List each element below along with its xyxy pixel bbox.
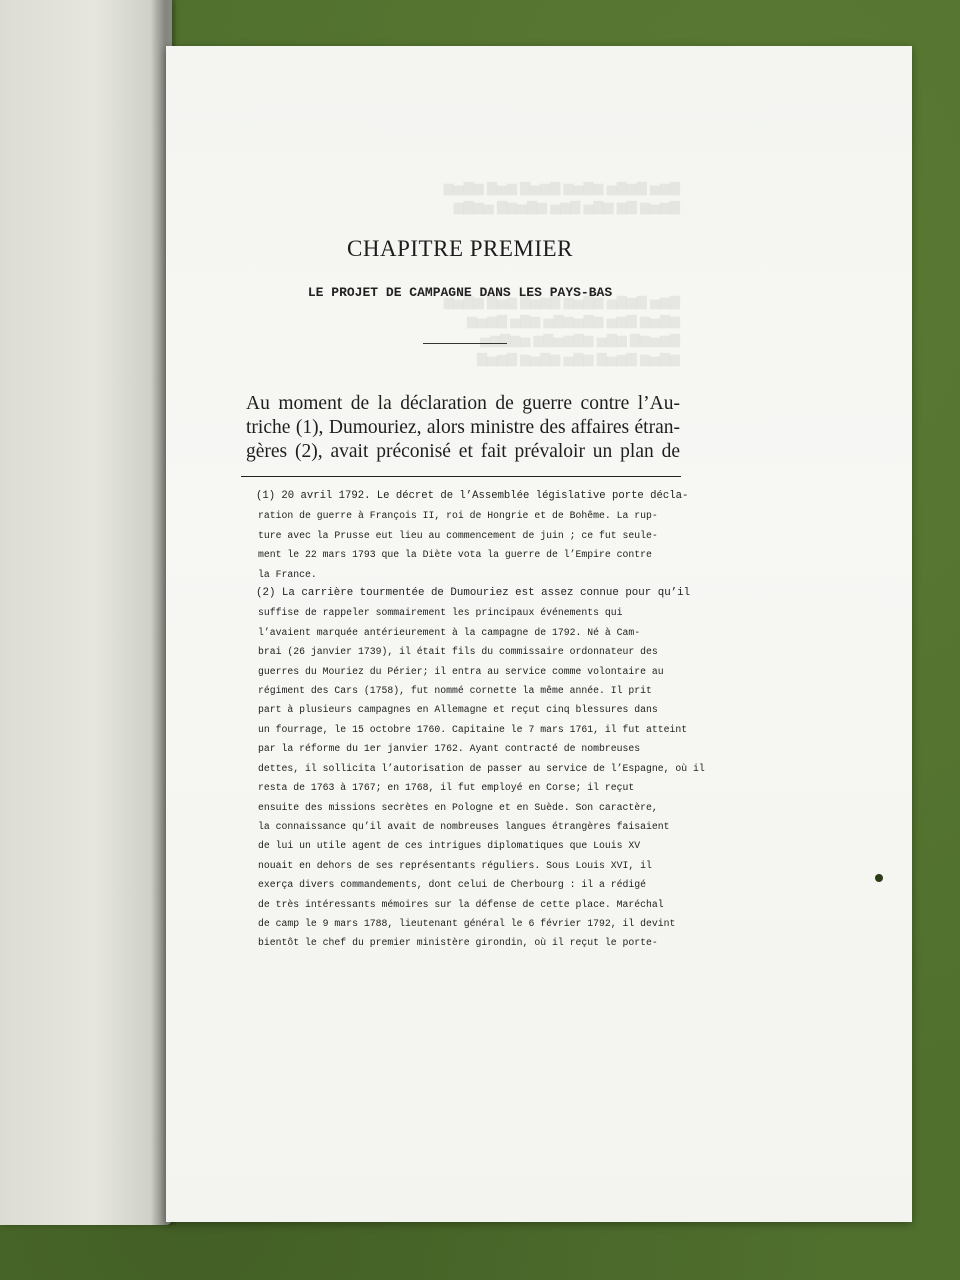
chapter-heading: CHAPITRE PREMIER [347,236,573,261]
footnote-line: part à plusieurs campagnes en Allemagne et reçut cinq blessures dans [258,704,658,716]
footnote-line: la France. [258,568,317,580]
footnote-line: (2) La carrière tourmentée de Dumouriez est assez connue pour qu’il [256,587,691,600]
ornament-rule [423,343,507,344]
footnote-line: un fourrage, le 15 octobre 1760. Capitaine le 7 mars 1761, il fut atteint [258,723,688,735]
footnote-line: (1) 20 avril 1792. Le décret de l’Assemblée législative porte décla- [256,490,689,502]
body-line: triche (1), Dumouriez, alors ministre des affaires étran- [246,417,680,438]
footnote-line: ensuite des missions secrètes en Pologne et en Suède. Son caractère, [258,801,658,813]
footnote-1 [242,487,689,584]
body-line: gères (2), avait préconisé et fait prévaloir un plan de [246,441,680,462]
show-through-text: ▇▆▅ ▇▆▇▅ ▆▇▅▆ ▇▆▅▇ ▆▅▇ ▆▇▅▆ ▇▆▅▆ ▇▆ ▆▇▅ ▇▆▅ ▆▇▅▆▇ ▅▆▇▆ ▇▆▅ ▇▆▇▅ ▆▇▅▆ ▇▆▅▇ ▆▅▇ ▆▇▅▆ ▆▇▅▆ ▇▆▅ ▆▇▅▆▇▅ ▆▇▅ ▇▆▅▆ ▇▆▅▆▇ ▆▇▅ ▆▇▆▅▇▆ ▅▆▇▆▅ ▆▇▅▆ ▇▆▅▇ ▆▇▅ ▆▇▅▆ ▇▆▅▇ [443,180,680,366]
body-paragraph [246,392,680,464]
footnote-line: resta de 1763 à 1767; en 1768, il fut employé en Corse; il reçut [258,782,635,794]
footnote-line: nouait en dehors de ses représentants réguliers. Sous Louis XVI, il [258,859,652,871]
footnote-line: suffise de rappeler sommairement les principaux événements qui [258,607,623,619]
footnote-line: par la réforme du 1er janvier 1762. Ayant contracté de nombreuses [258,743,641,755]
footnote-line: de lui un utile agent de ces intrigues diplomatiques que Louis XV [258,840,641,852]
body-line: Au moment de la déclaration de guerre contre l’Au- [246,393,680,414]
footnote-line: régiment des Cars (1758), fut nommé cornette la même année. Il prit [258,685,652,697]
footnote-line: ment le 22 mars 1793 que la Diète vota la guerre de l’Empire contre [258,549,652,561]
chapter-subtitle: LE PROJET DE CAMPAGNE DANS LES PAYS-BAS [307,285,613,300]
footnote-line: brai (26 janvier 1739), il était fils du commissaire ordonnateur des [258,646,658,658]
footnote-line: exerça divers commandements, dont celui de Cherbourg : il a rédigé [258,879,647,891]
footnote-line: dettes, il sollicita l’autorisation de passer au service de l’Espagne, où il [258,762,705,774]
footnote-separator [241,476,681,477]
footnote-line: ration de guerre à François II, roi de Hongrie et de Bohême. La rup- [258,510,658,522]
footnote-line: de camp le 9 mars 1788, lieutenant général le 6 février 1792, il devint [258,917,676,929]
left-page-edge [0,0,172,1225]
footnote-line: bientôt le chef du premier ministère girondin, où il reçut le porte- [258,937,658,949]
footnote-2 [242,584,705,953]
footnote-line: la connaissance qu’il avait de nombreuses langues étrangères faisaient [258,820,670,832]
footnote-line: guerres du Mouriez du Périer; il entra au service comme volontaire au [258,665,664,677]
footnote-line: de très intéressants mémoires sur la défense de cette place. Maréchal [258,898,664,910]
background-speck [875,874,883,882]
footnote-line: l’avaient marquée antérieurement à la campagne de 1792. Né à Cam- [258,626,641,638]
footnotes [242,487,705,953]
footnote-line: ture avec la Prusse eut lieu au commencement de juin ; ce fut seule- [258,529,658,541]
